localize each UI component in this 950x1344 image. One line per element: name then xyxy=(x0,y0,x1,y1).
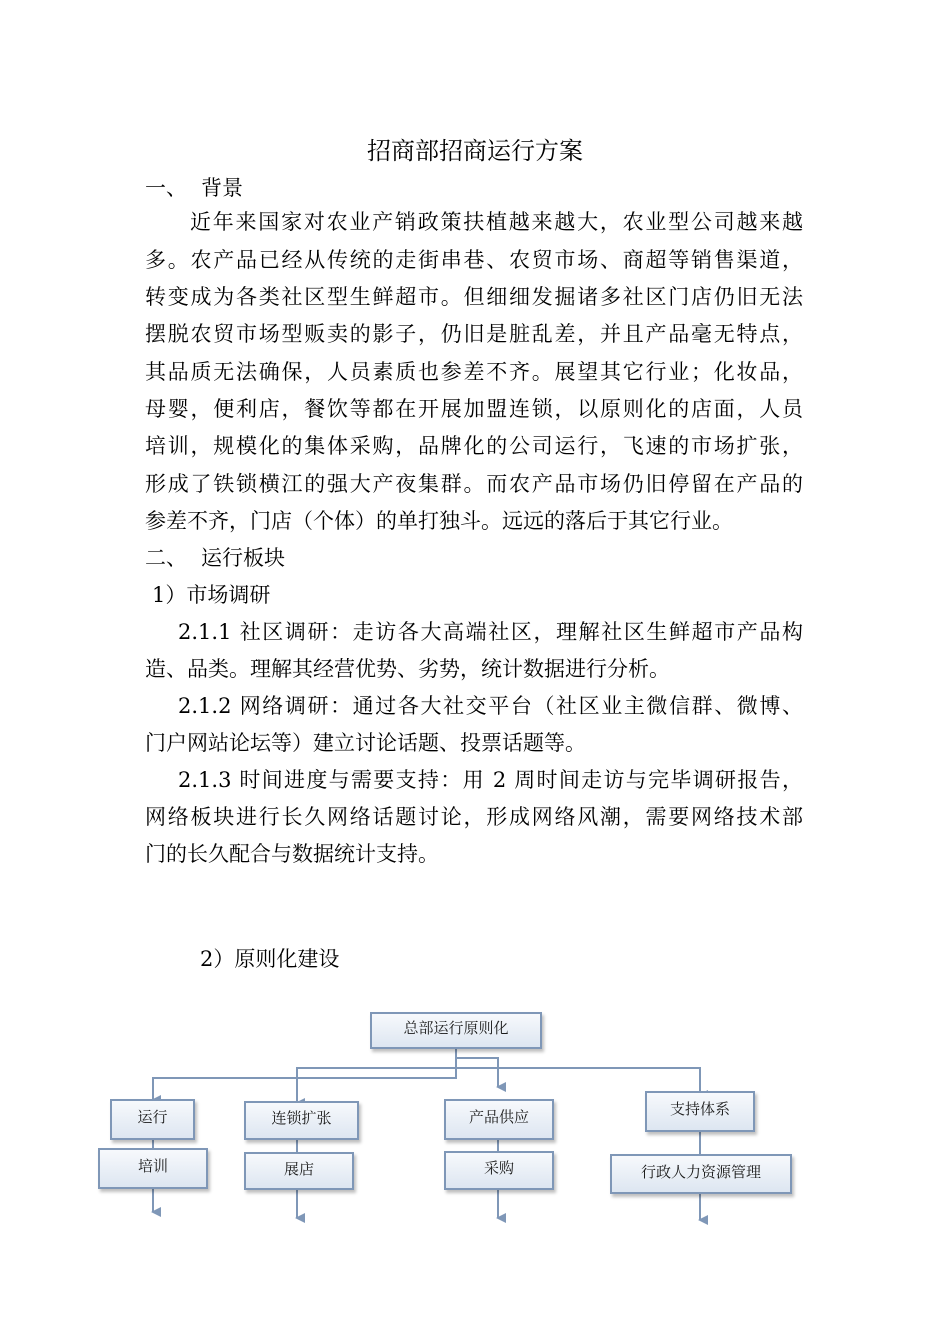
background-paragraph-line: 参差不齐，门店（个体）的单打独斗。远远的落后于其它行业。 xyxy=(145,509,733,533)
org-child-store-opening: 展店 xyxy=(244,1152,354,1190)
background-paragraph-line: 近年来国家对农业产销政策扶植越来越大，农业型公司越来越 xyxy=(190,210,803,234)
org-branch-chain-expansion: 连锁扩张 xyxy=(244,1101,359,1140)
item-2-1-1-line: 造、品类。理解其经营优势、劣势，统计数据进行分析。 xyxy=(145,657,670,681)
section-1-title: 背景 xyxy=(201,176,243,200)
item-2-1-2-line: 2.1.2 网络调研：通过各大社交平台（社区业主微信群、微博、 xyxy=(178,694,803,718)
org-child-admin-hr: 行政人力资源管理 xyxy=(610,1154,792,1194)
section-2-number: 二、 xyxy=(145,546,187,570)
connector-root-to-expansion xyxy=(297,1068,456,1103)
org-branch-operation: 运行 xyxy=(110,1099,195,1140)
item-2-1-3-line: 门的长久配合与数据统计支持。 xyxy=(145,842,439,866)
section-2-title: 运行板块 xyxy=(201,546,285,570)
org-branch-product-supply: 产品供应 xyxy=(444,1099,554,1140)
connector-root-to-operation xyxy=(153,1048,456,1100)
connector-root-to-supply xyxy=(456,1058,498,1087)
org-chart xyxy=(0,1000,950,1240)
background-paragraph-line: 多。农产品已经从传统的走街串巷、农贸市场、商超等销售渠道， xyxy=(145,248,803,272)
background-paragraph-line: 形成了铁锁横江的强大产夜集群。而农产品市场仍旧停留在产品的 xyxy=(145,472,803,496)
subsection-standardization-heading: 2）原则化建设 xyxy=(200,947,340,971)
document-title: 招商部招商运行方案 xyxy=(367,137,583,165)
section-2-heading xyxy=(145,544,285,572)
item-2-1-3-line: 网络板块进行长久网络话题讨论，形成网络风潮，需要网络技术部 xyxy=(145,805,803,829)
item-2-1-2-line: 门户网站论坛等）建立讨论话题、投票话题等。 xyxy=(145,731,586,755)
section-1-number: 一、 xyxy=(145,176,187,200)
org-branch-support-system: 支持体系 xyxy=(645,1091,755,1132)
section-1-heading xyxy=(145,174,243,202)
background-paragraph-line: 转变成为各类社区型生鲜超市。但细细发掘诸多社区门店仍旧无法 xyxy=(145,285,803,309)
background-paragraph-line: 其品质无法确保，人员素质也参差不齐。展望其它行业；化妆品， xyxy=(145,360,803,384)
item-2-1-3-line: 2.1.3 时间进度与需要支持：用 2 周时间走访与完毕调研报告， xyxy=(178,768,803,792)
subsection-market-research-heading: 1）市场调研 xyxy=(152,583,271,607)
item-2-1-1-line: 2.1.1 社区调研：走访各大高端社区，理解社区生鲜超市产品构 xyxy=(178,620,803,644)
org-root-box: 总部运行原则化 xyxy=(370,1012,542,1049)
background-paragraph-line: 母婴，便利店，餐饮等都在开展加盟连锁，以原则化的店面，人员 xyxy=(145,397,803,421)
background-paragraph-line: 摆脱农贸市场型贩卖的影子，仍旧是脏乱差，并且产品毫无特点， xyxy=(145,322,803,346)
org-child-training: 培训 xyxy=(98,1148,208,1189)
org-child-procurement: 采购 xyxy=(444,1151,554,1190)
background-paragraph-line: 培训，规模化的集体采购，品牌化的公司运行，飞速的市场扩张， xyxy=(145,434,803,458)
